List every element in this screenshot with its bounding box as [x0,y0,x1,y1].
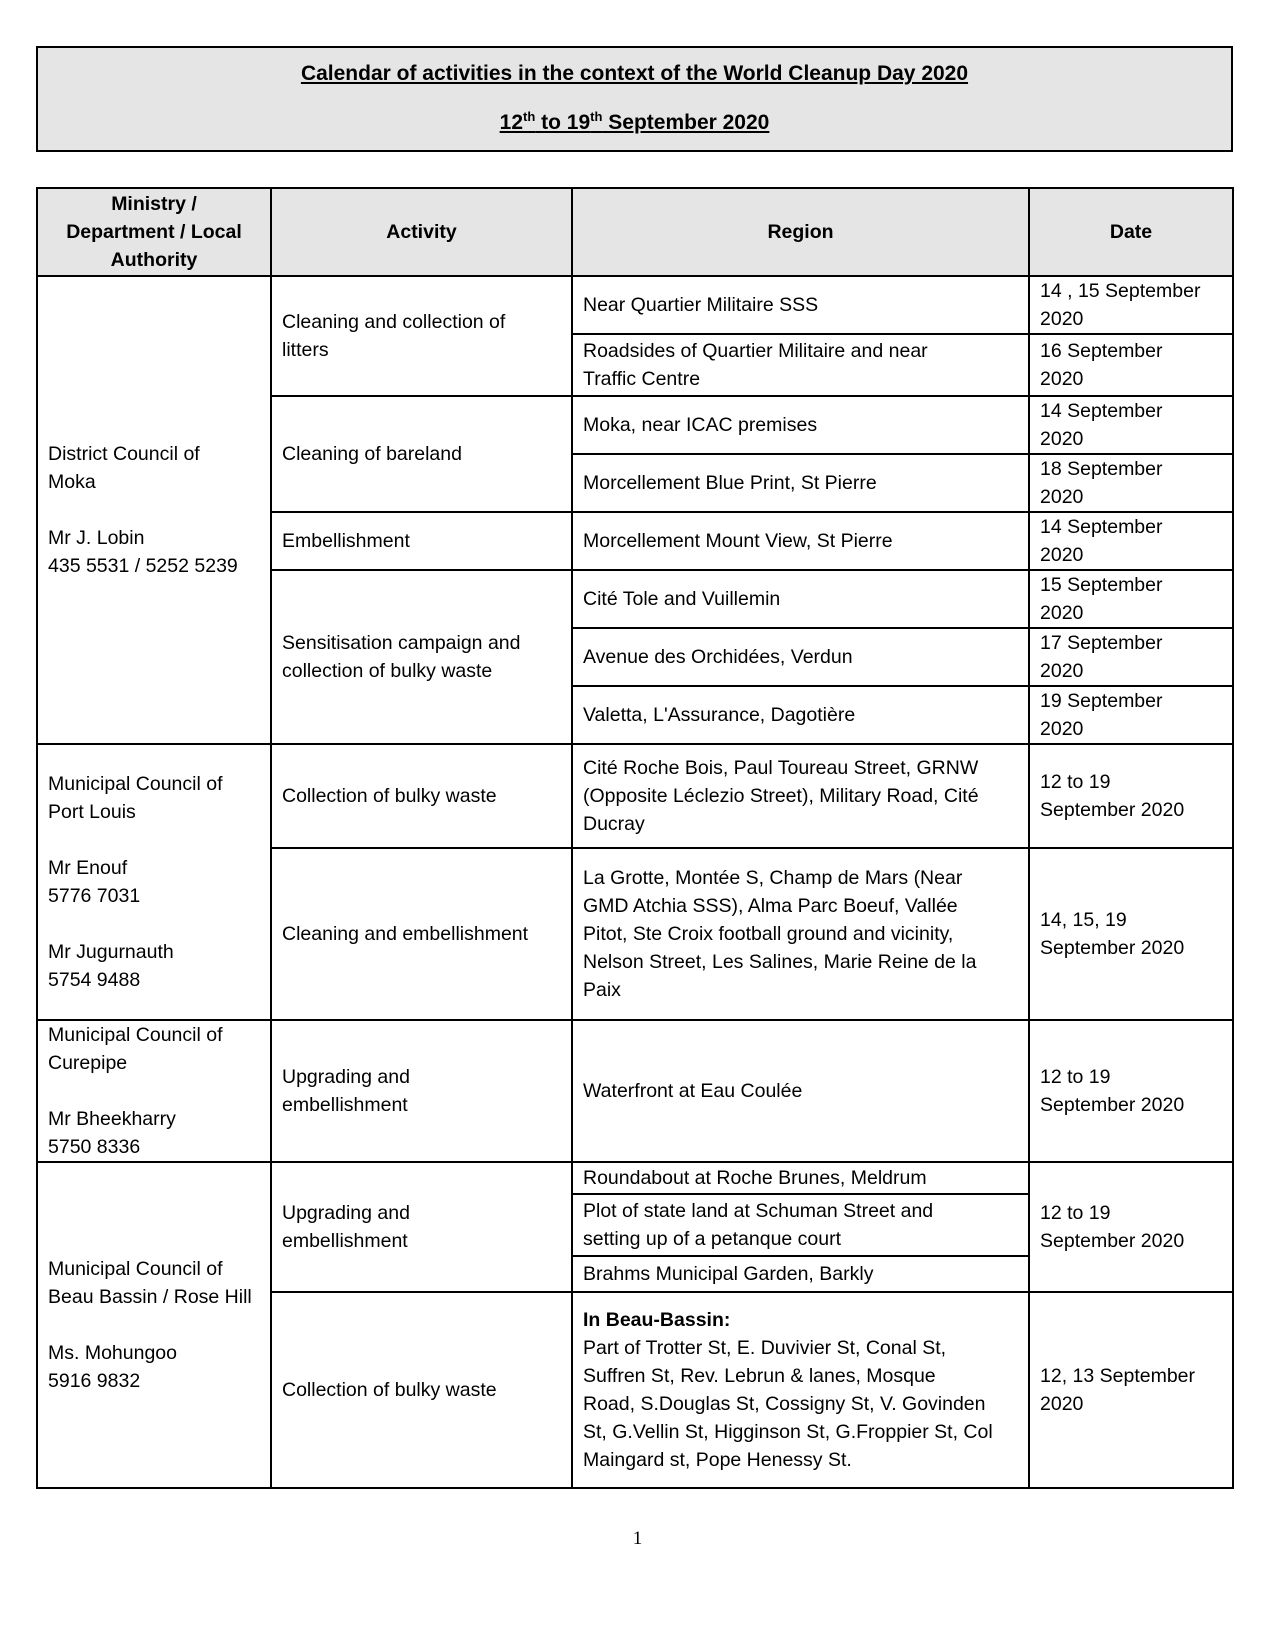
date-cell: 14 September 2020 [1029,396,1233,454]
date-cell: 12 to 19 September 2020 [1029,744,1233,848]
activity-cell: Cleaning of bareland [271,396,572,512]
activity-cell: Collection of bulky waste [271,1292,572,1488]
header-authority: Ministry / Department / Local Authority [37,188,271,276]
region-cell: Cité Tole and Vuillemin [572,570,1029,628]
region-cell: Avenue des Orchidées, Verdun [572,628,1029,686]
page-number: 1 [632,1528,643,1549]
date-cell: 12 to 19 September 2020 [1029,1020,1233,1162]
date-range-subtitle: 12th to 19th September 2020 [499,109,770,134]
authority-cell-curepipe: Municipal Council of Curepipe Mr Bheekharry 5750 8336 [37,1020,271,1162]
region-cell: Morcellement Mount View, St Pierre [572,512,1029,570]
region-cell: Morcellement Blue Print, St Pierre [572,454,1029,512]
document-title: Calendar of activities in the context of the World Cleanup Day 2020 [300,62,969,85]
activity-cell: Sensitisation campaign and collection of bulky waste [271,570,572,744]
region-cell: Roadsides of Quartier Militaire and near Traffic Centre [572,334,1029,396]
activity-cell: Upgrading and embellishment [271,1162,572,1292]
date-cell: 14 , 15 September 2020 [1029,276,1233,334]
date-cell: 15 September 2020 [1029,570,1233,628]
region-cell: Cité Roche Bois, Paul Toureau Street, GRNW (Opposite Léclezio Street), Military Road, Cité Ducray [572,744,1029,848]
date-cell: 19 September 2020 [1029,686,1233,744]
table-row [37,744,1233,848]
date-cell: 12 to 19 September 2020 [1029,1162,1233,1292]
header-date: Date [1029,188,1233,276]
header-region: Region [572,188,1029,276]
activity-cell: Upgrading and embellishment [271,1020,572,1162]
region-cell: Valetta, L'Assurance, Dagotière [572,686,1029,744]
region-cell: Plot of state land at Schuman Street and setting up of a petanque court [572,1194,1029,1256]
region-cell: La Grotte, Montée S, Champ de Mars (Near GMD Atchia SSS), Alma Parc Boeuf, Vallée Pitot, Ste Croix football ground and vicinity, Nelson Street, Les Salines, Marie Reine de la Paix [572,848,1029,1020]
activity-cell: Embellishment [271,512,572,570]
table-header-row [37,188,1233,276]
activities-table [36,187,1234,1489]
region-cell: In Beau-Bassin: Part of Trotter St, E. Duvivier St, Conal St, Suffren St, Rev. Lebrun & lanes, Mosque Road, S.Douglas St, Cossigny St, V. Govinden St, G.Vellin St, Higginson St, G.Froppier St, Col Maingard st, Pope Henessy St. [572,1292,1029,1488]
authority-cell-beau-bassin: Municipal Council of Beau Bassin / Rose Hill Ms. Mohungoo 5916 9832 [37,1162,271,1488]
region-cell: Moka, near ICAC premises [572,396,1029,454]
region-cell: Waterfront at Eau Coulée [572,1020,1029,1162]
authority-cell-moka: District Council of Moka Mr J. Lobin 435 5531 / 5252 5239 [37,276,271,744]
table-row [37,276,1233,334]
date-cell: 14 September 2020 [1029,512,1233,570]
date-cell: 17 September 2020 [1029,628,1233,686]
header-activity: Activity [271,188,572,276]
table-row [37,1162,1233,1194]
authority-cell-port-louis: Municipal Council of Port Louis Mr Enouf 5776 7031 Mr Jugurnauth 5754 9488 [37,744,271,1020]
activity-cell: Cleaning and collection of litters [271,276,572,396]
table-row [37,1020,1233,1162]
activity-cell: Collection of bulky waste [271,744,572,848]
date-cell: 14, 15, 19 September 2020 [1029,848,1233,1020]
title-box [36,46,1233,152]
region-cell: Near Quartier Militaire SSS [572,276,1029,334]
date-cell: 16 September 2020 [1029,334,1233,396]
date-cell: 12, 13 September 2020 [1029,1292,1233,1488]
date-cell: 18 September 2020 [1029,454,1233,512]
region-cell: Roundabout at Roche Brunes, Meldrum [572,1162,1029,1194]
activity-cell: Cleaning and embellishment [271,848,572,1020]
region-cell: Brahms Municipal Garden, Barkly [572,1256,1029,1292]
